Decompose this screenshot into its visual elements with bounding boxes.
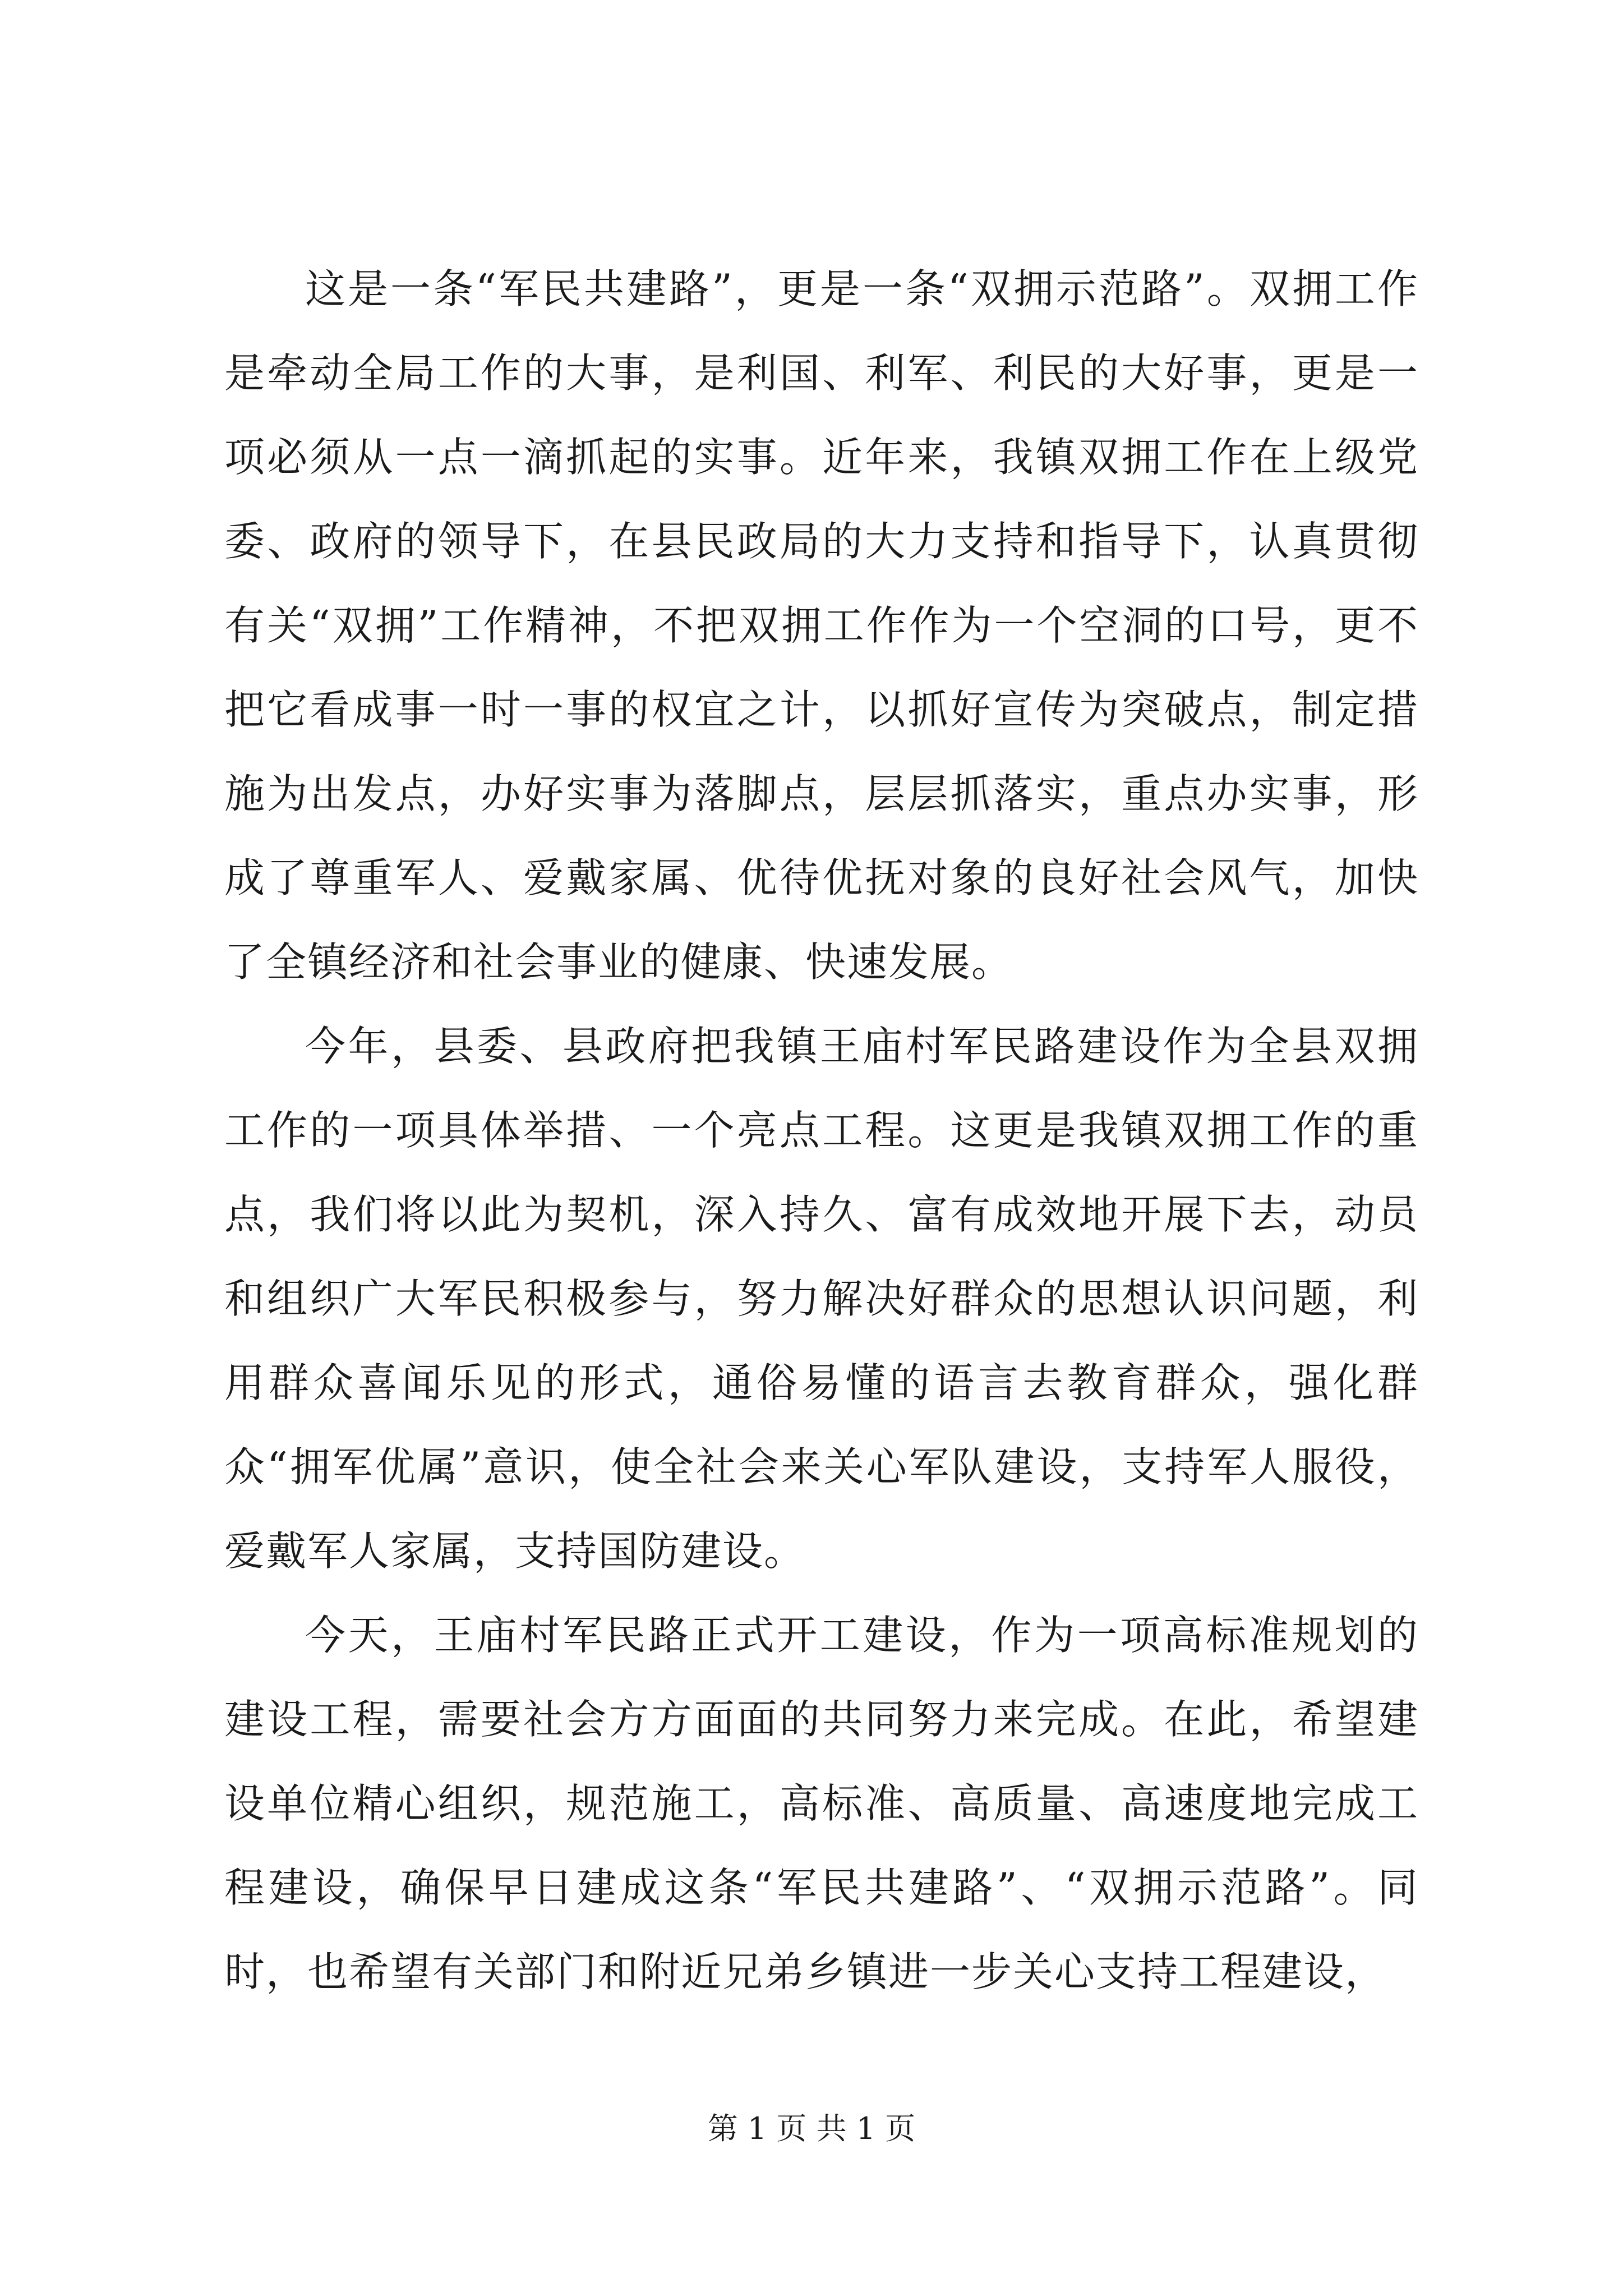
paragraph-3: 今天，王庙村军民路正式开工建设，作为一项高标准规划的建设工程，需要社会方方面面的共同努力来完成。在此，希望建设单位精心组织，规范施工，高标准、高质量、高速度地完成工程建设，确保早日建成这条“军民共建路”、“双拥示范路”。同时，也希望有关部门和附近兄弟乡镇进一步关心支持工程建设， <box>224 1612 1419 1995</box>
page-footer: 第 1 页 共 1 页 <box>707 2111 916 2146</box>
paragraph-1: 这是一条“军民共建路”，更是一条“双拥示范路”。双拥工作是牵动全局工作的大事，是利国、利军、利民的大好事，更是一项必须从一点一滴抓起的实事。近年来，我镇双拥工作在上级党委、政府的领导下，在县民政局的大力支持和指导下，认真贯彻有关“双拥”工作精神，不把双拥工作作为一个空洞的口号，更不把它看成事一时一事的权宜之计，以抓好宣传为突破点，制定措施为出发点，办好实事为落脚点，层层抓落实，重点办实事，形成了尊重军人、爱戴家属、优待优抚对象的良好社会风气，加快了全镇经济和社会事业的健康、快速发展。 <box>224 265 1419 986</box>
paragraph-2: 今年，县委、县政府把我镇王庙村军民路建设作为全县双拥工作的一项具体举措、一个亮点工程。这更是我镇双拥工作的重点，我们将以此为契机，深入持久、富有成效地开展下去，动员和组织广大军民积极参与，努力解决好群众的思想认识问题，利用群众喜闻乐见的形式，通俗易懂的语言去教育群众，强化群众“拥军优属”意识，使全社会来关心军队建设，支持军人服役，爱戴军人家属，支持国防建设。 <box>224 1023 1419 1575</box>
document-body <box>224 247 1419 2014</box>
